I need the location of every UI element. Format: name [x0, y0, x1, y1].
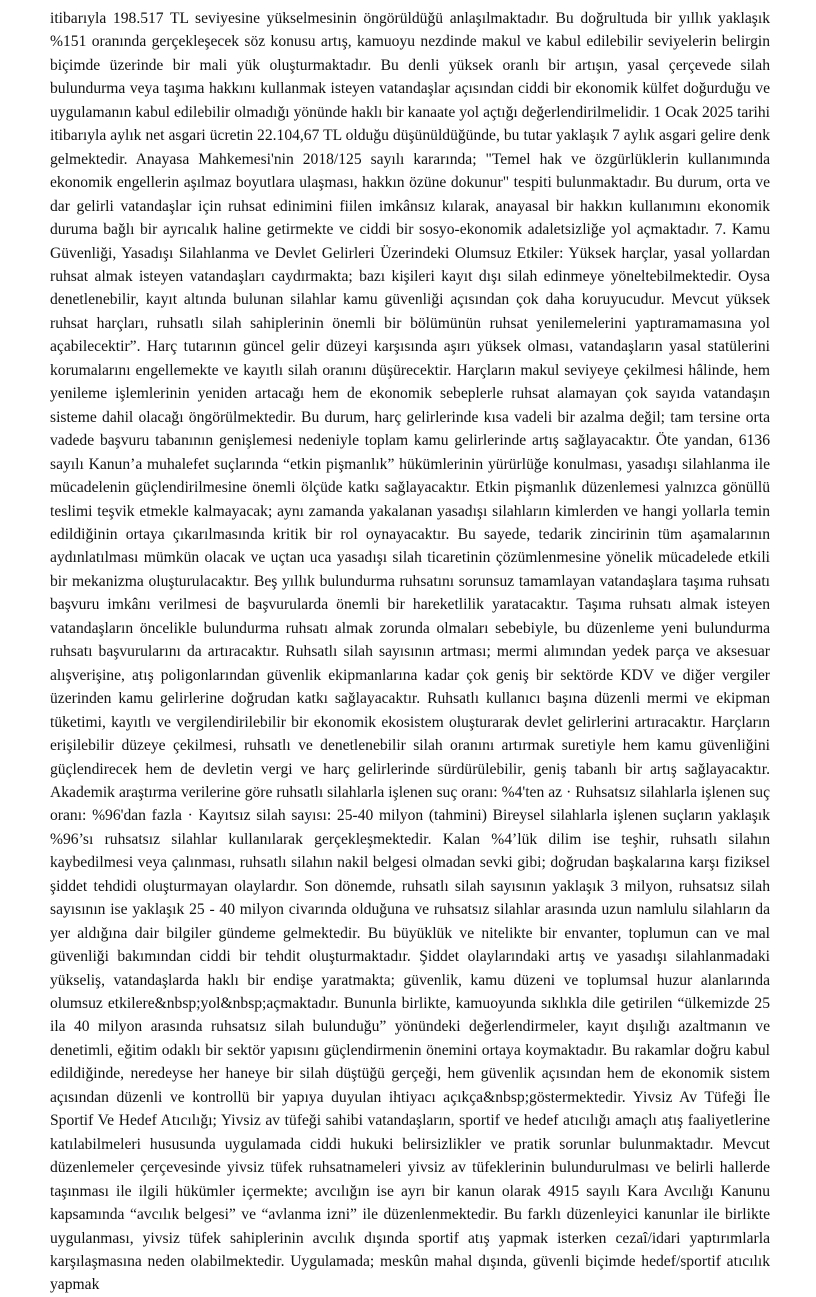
document-body-text: itibarıyla 198.517 TL seviyesine yükselmesinin öngörüldüğü anlaşılmaktadır. Bu doğrultuda bir yıllık yaklaşık %151 oranında gerçekleşecek söz konusu artış, kamuoyu nezdinde makul ve kabul edilebilir seviyelerin belirgin biçimde üzerinde bir mali yük oluşturmaktadır. Bu denli yüksek oranlı bir artışın, yasal çerçevede silah bulundurma veya taşıma hakkını kullanmak isteyen vatandaşlar açısından ciddi bir ekonomik külfet doğurduğu ve uygulamanın kabul edilebilir olmadığı yönünde haklı bir kanaate yol açtığı değerlendirilmelidir. 1 Ocak 2025 tarihi itibarıyla aylık net asgari ücretin 22.104,67 TL olduğu düşünüldüğünde, bu tutar yaklaşık 7 aylık asgari gelire denk gelmektedir. Anayasa Mahkemesi'nin 2018/125 sayılı kararında; "Temel hak ve özgürlüklerin kullanımında ekonomik engellerin aşılmaz boyutlara ulaşması, hakkın özüne dokunur" tespiti bulunmaktadır. Bu durum, orta ve dar gelirli vatandaşlar için ruhsat edinimini fiilen imkânsız kılarak, anayasal bir hakkın kullanımını ekonomik duruma bağlı bir ayrıcalık haline getirmekte ve ciddi bir sosyo-ekonomik adaletsizliğe yol açmaktadır. 7. Kamu Güvenliği, Yasadışı Silahlanma ve Devlet Gelirleri Üzerindeki Olumsuz Etkiler: Yüksek harçlar, yasal yollardan ruhsat almak isteyen vatandaşları caydırmakta; bazı kişileri kayıt dışı silah edinmeye yöneltebilmektedir. Oysa denetlenebilir, kayıt altında bulunan silahlar kamu güvenliği açısından çok daha koruyucudur. Mevcut yüksek ruhsat harçları, ruhsatlı silah sahiplerinin önemli bir bölümünün ruhsat yenilemelerini yaptıramamasına yol açabilecektir”. Harç tutarının güncel gelir düzeyi karşısında aşırı yüksek olması, vatandaşların yasal statülerini korumalarını engellemekte ve kayıtlı silah oranını düşürecektir. Harçların makul seviyeye çekilmesi hâlinde, hem yenileme işlemlerinin yeniden artacağı hem de ekonomik sebeplerle ruhsat alamayan çok sayıda vatandaşın sisteme dahil olacağı öngörülmektedir. Bu durum, harç gelirlerinde kısa vadeli bir azalma değil; tam tersine orta vadede başvuru tabanının genişlemesi nedeniyle toplam kamu gelirlerinde artış sağlayacaktır. Öte yandan, 6136 sayılı Kanun’a muhalefet suçlarında “etkin pişmanlık” hükümlerinin yürürlüğe konulması, yasadışı silahlanma ile mücadelenin güçlendirilmesine önemli ölçüde katkı sağlayacaktır. Etkin pişmanlık düzenlemesi yalnızca gönüllü teslimi teşvik etmekle kalmayacak; aynı zamanda yakalanan yasadışı silahların kimlerden ve hangi yollarla temin edildiğinin ortaya çıkarılmasında kritik bir rol oynayacaktır. Bu sayede, tedarik zincirinin tüm aşamalarının aydınlatılması mümkün olacak ve uçtan uca yasadışı silah ticaretinin çözümlenmesine yönelik mücadelede etkili bir mekanizma oluşturulacaktır. Beş yıllık bulundurma ruhsatını sorunsuz tamamlayan vatandaşlara taşıma ruhsatı başvuru imkânı verilmesi de başvurularda önemli bir hareketlilik yaratacaktır. Taşıma ruhsatı almak isteyen vatandaşların öncelikle bulundurma ruhsatı almak zorunda olmaları sebebiyle, bu düzenleme yeni bulundurma ruhsatı başvurularını da artıracaktır. Ruhsatlı silah sayısının artması; mermi alımından yedek parça ve aksesuar alışverişine, atış poligonlarından güvenlik ekipmanlarına kadar çok geniş bir sektörde KDV ve diğer vergiler üzerinden kamu gelirlerine doğrudan katkı sağlayacaktır. Ruhsatlı kullanıcı başına düzenli mermi ve ekipman tüketimi, kayıtlı ve vergilendirilebilir bir ekonomik ekosistem oluşturarak devlet gelirlerini artıracaktır. Harçların erişilebilir düzeye çekilmesi, ruhsatlı ve denetlenebilir silah oranını artırmak suretiyle hem kamu güvenliğini güçlendirecek hem de devletin vergi ve harç gelirlerinde sürdürülebilir, geniş tabanlı bir artış sağlayacaktır. Akademik araştırma verilerine göre ruhsatlı silahlarla işlenen suç oranı: %4'ten az · Ruhsatsız silahlarla işlenen suç oranı: %96'dan fazla · Kayıtsız silah sayısı: 25-40 milyon (tahmini) Bireysel silahlarla işlenen suçların yaklaşık %96’sı ruhsatsız silahlar kullanılarak gerçekleşmektedir. Kalan %4’lük dilim ise teşhir, ruhsatlı silahın kaybedilmesi veya çalınması, ruhsatlı silahın nakil belgesi olmadan sevki gibi; doğrudan başkalarına karşı fiziksel şiddet tehdidi oluşturmayan olaylardır. Son dönemde, ruhsatlı silah sayısının yaklaşık 3 milyon, ruhsatsız silah sayısının ise yaklaşık 25 - 40 milyon civarında olduğuna ve ruhsatsız silahlar arasında uzun namlulu silahların da yer aldığına dair bilgiler gündeme gelmektedir. Bu büyüklük ve nitelikte bir envanter, toplumun can ve mal güvenliği bakımından ciddi bir tehdit oluşturmaktadır. Şiddet olaylarındaki artış ve yasadışı silahlanmadaki yükseliş, vatandaşlarda haklı bir endişe yaratmakta; güvenlik, kamu düzeni ve toplumsal huzur alanlarında olumsuz etkilere&nbsp;yol&nbsp;açmaktadır. Bununla birlikte, kamuoyunda sıklıkla dile getirilen “ülkemizde 25 ila 40 milyon arasında ruhsatsız silah bulunduğu” yönündeki değerlendirmeler, kayıt dışılığı azaltmanın ve denetimli, eğitim odaklı bir sektör yapısını güçlendirmenin önemini ortaya koymaktadır. Bu rakamlar doğru kabul edildiğinde, neredeyse her haneye bir silah düştüğü gerçeği, hem güvenlik açısından hem de ekonomik sistem açısından düzenli ve kontrollü bir yapıya duyulan ihtiyacı açıkça&nbsp;göstermektedir. Yivsiz Av Tüfeği İle Sportif Ve Hedef Atıcılığı; Yivsiz av tüfeği sahibi vatandaşların, sportif ve hedef atıcılığı amaçlı atış faaliyetlerine katılabilmeleri hususunda uygulamada ciddi hukuki belirsizlikler ve pratik sorunlar bulunmaktadır. Mevcut düzenlemeler çerçevesinde yivsiz tüfek ruhsatnameleri yivsiz av tüfeklerinin bulundurulması ve belirli hallerde taşınması ile ilgili hükümler içermekte; avcılığın ise ayrı bir kanun olarak 4915 sayılı Kara Avcılığı Kanunu kapsamında “avcılık belgesi” ve “avlanma izni” ile düzenlenmektedir. Bu farklı düzenleyici kanunlar ile birlikte uygulanması, yivsiz tüfek sahiplerinin avcılık dışında sportif atış yapmak isterken cezaî/idari yaptırımlarla karşılaşmasına neden olabilmektedir. Uygulamada; meskûn mahal dışında, güvenli biçimde hedef/sportif atıcılık yapmak [50, 10, 770, 1294]
